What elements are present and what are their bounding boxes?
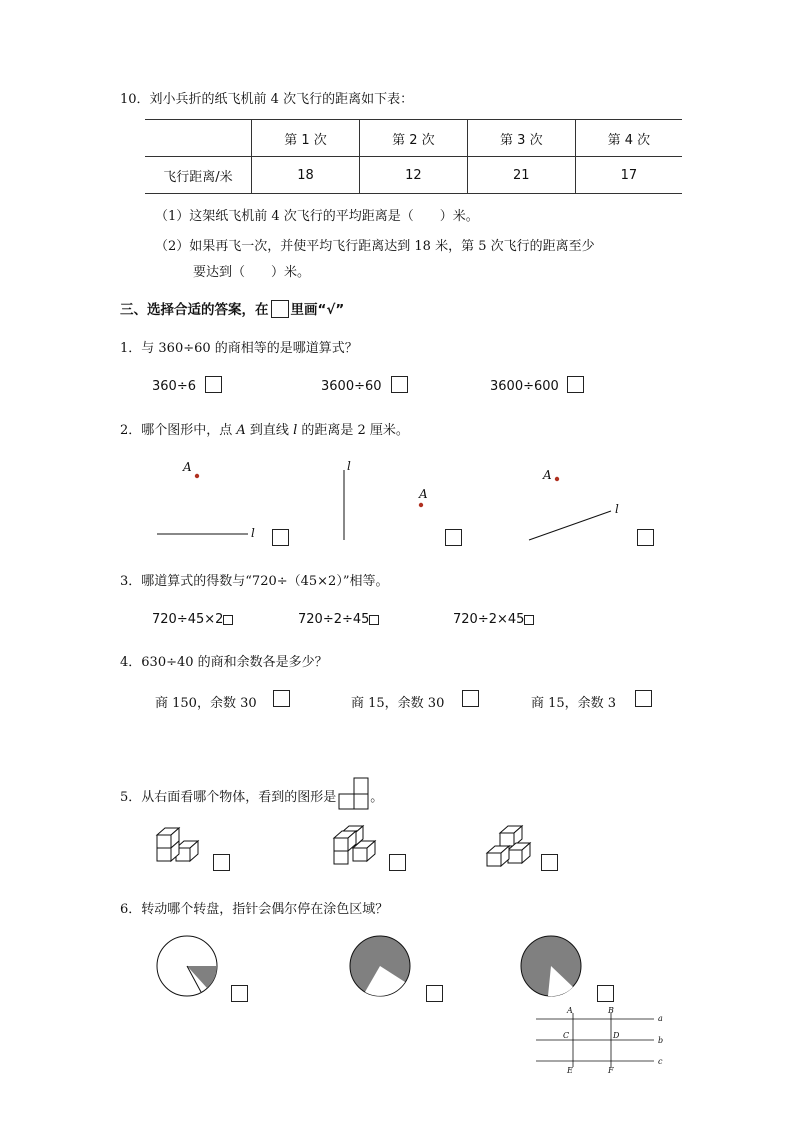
q2-fig1-line-label: l bbox=[251, 526, 255, 540]
section3-title-before: 三、选择合适的答案，在 bbox=[120, 302, 269, 318]
q2-fig2-line-label: l bbox=[347, 459, 351, 473]
q4-option-2: 商 15，余数 30 bbox=[351, 696, 445, 711]
grid-label-c: c bbox=[658, 1057, 663, 1066]
q10-stem: 10．刘小兵折的纸飞机前 4 次飞行的距离如下表： bbox=[120, 92, 414, 107]
q1-option-1: 360÷6 bbox=[152, 379, 196, 394]
q3-stem: 3．哪道算式的得数与“720÷（45×2）”相等。 bbox=[120, 574, 389, 589]
q2-stem-b: 到直线 bbox=[245, 423, 294, 438]
q2-fig1-point bbox=[195, 474, 199, 478]
q6-stem: 6．转动哪个转盘，指针会偶尔停在涂色区域？ bbox=[120, 902, 389, 917]
q3-answer-box-1[interactable] bbox=[223, 615, 233, 625]
q2-stem-point: A bbox=[236, 423, 246, 438]
grid-label-b: b bbox=[658, 1036, 664, 1045]
table-row-label: 飞行距离/米 bbox=[145, 157, 252, 194]
q3-answer-box-3[interactable] bbox=[524, 615, 534, 625]
table-cell: 17 bbox=[575, 157, 682, 194]
q2-answer-box-1[interactable] bbox=[272, 529, 289, 546]
grid-label-E: E bbox=[567, 1066, 573, 1075]
grid-label-B: B bbox=[608, 1006, 614, 1015]
table-header-cell: 第 3 次 bbox=[467, 120, 575, 157]
cube-stack-1-icon bbox=[157, 828, 198, 861]
q1-stem: 1．与 360÷60 的商相等的是哪道算式？ bbox=[120, 341, 358, 356]
q6-answer-box-2[interactable] bbox=[426, 985, 443, 1002]
q4-answer-box-3[interactable] bbox=[635, 690, 652, 707]
table-cell: 18 bbox=[252, 157, 360, 194]
section3-title-after: 里画“√” bbox=[290, 302, 345, 318]
q2-fig3-line bbox=[529, 511, 611, 540]
table-corner-cell bbox=[145, 120, 252, 157]
table-header-cell: 第 4 次 bbox=[575, 120, 682, 157]
q2-fig1-point-label: A bbox=[183, 460, 192, 474]
flight-distance-table bbox=[145, 119, 682, 194]
table-cell: 21 bbox=[467, 157, 575, 194]
q2-answer-box-3[interactable] bbox=[637, 529, 654, 546]
q5-answer-box-2[interactable] bbox=[389, 854, 406, 871]
q6-answer-box-3[interactable] bbox=[597, 985, 614, 1002]
q5-objects bbox=[0, 820, 794, 880]
section3-title bbox=[120, 298, 344, 318]
q3-answer-box-2[interactable] bbox=[369, 615, 379, 625]
q1-option-3: 3600÷600 bbox=[490, 379, 559, 394]
table-header-cell: 第 1 次 bbox=[252, 120, 360, 157]
spinner-1-icon bbox=[157, 936, 217, 996]
q2-figures bbox=[0, 450, 794, 570]
right-view-icon bbox=[337, 777, 369, 811]
grid-label-C: C bbox=[563, 1031, 570, 1040]
q6-answer-box-1[interactable] bbox=[231, 985, 248, 1002]
q3-option-3: 720÷2×45 bbox=[453, 612, 525, 627]
answer-box-sample bbox=[271, 300, 289, 318]
q2-fig3-point-label: A bbox=[543, 468, 552, 482]
table-header-cell: 第 2 次 bbox=[359, 120, 467, 157]
q3-option-1: 720÷45×2 bbox=[152, 612, 224, 627]
q2-fig3-point bbox=[555, 477, 559, 481]
parallel-lines-figure bbox=[0, 1005, 794, 1085]
q10-sub2-line2: 要达到（ ）米。 bbox=[193, 265, 311, 280]
q1-answer-box-1[interactable] bbox=[205, 376, 222, 393]
q3-option-2: 720÷2÷45 bbox=[298, 612, 370, 627]
q4-option-1: 商 150，余数 30 bbox=[155, 696, 257, 711]
cube-stack-3-icon bbox=[487, 826, 530, 866]
table-header-row bbox=[145, 120, 682, 157]
grid-label-A: A bbox=[567, 1006, 573, 1015]
table-row bbox=[145, 157, 682, 194]
grid-label-F: F bbox=[608, 1066, 614, 1075]
q4-stem: 4．630÷40 的商和余数各是多少？ bbox=[120, 655, 328, 670]
q4-answer-box-1[interactable] bbox=[273, 690, 290, 707]
q2-answer-box-2[interactable] bbox=[445, 529, 462, 546]
q5-stem bbox=[120, 777, 383, 811]
q1-answer-box-3[interactable] bbox=[567, 376, 584, 393]
q2-stem-line: l bbox=[293, 423, 298, 438]
q10-sub1: （1）这架纸飞机前 4 次飞行的平均距离是（ ）米。 bbox=[155, 209, 479, 224]
q2-fig2-point-label: A bbox=[419, 487, 428, 501]
q4-option-3: 商 15，余数 3 bbox=[531, 696, 617, 711]
q2-stem bbox=[120, 419, 409, 438]
q5-answer-box-3[interactable] bbox=[541, 854, 558, 871]
cube-stack-2-icon bbox=[334, 826, 375, 864]
grid-label-D: D bbox=[613, 1031, 620, 1040]
q2-stem-a: 2．哪个图形中，点 bbox=[120, 423, 237, 438]
q1-answer-box-2[interactable] bbox=[391, 376, 408, 393]
q6-spinners bbox=[0, 934, 794, 1014]
q5-stem-b: 。 bbox=[370, 790, 384, 805]
q2-fig2-point bbox=[419, 503, 423, 507]
q10-sub2-line1: （2）如果再飞一次，并使平均飞行距离达到 18 米，第 5 次飞行的距离至少 bbox=[155, 239, 595, 254]
q5-answer-box-1[interactable] bbox=[213, 854, 230, 871]
q2-stem-c: 的距离是 2 厘米。 bbox=[297, 423, 409, 438]
q1-option-2: 3600÷60 bbox=[321, 379, 382, 394]
q2-fig3-line-label: l bbox=[615, 502, 619, 516]
q4-answer-box-2[interactable] bbox=[462, 690, 479, 707]
spinner-2-icon bbox=[350, 936, 410, 996]
q5-stem-a: 5．从右面看哪个物体，看到的图形是 bbox=[120, 790, 337, 805]
grid-label-a: a bbox=[658, 1014, 663, 1023]
spinner-3-icon bbox=[521, 936, 581, 996]
table-cell: 12 bbox=[359, 157, 467, 194]
